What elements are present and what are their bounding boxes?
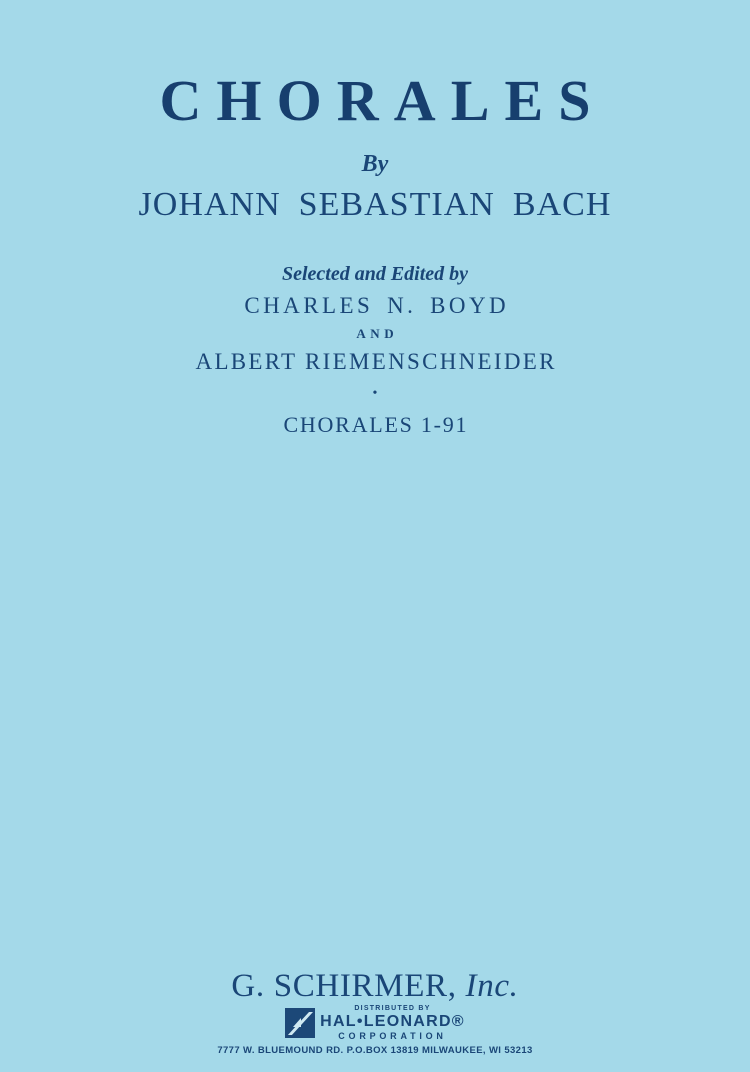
hal-leonard-logo-icon: [285, 1008, 315, 1038]
and-label: AND: [356, 326, 399, 341]
distributor-name: HAL•LEONARD®: [320, 1013, 465, 1031]
editor-name-1: CHARLES N. BOYD: [244, 293, 510, 318]
book-cover: [0, 68, 750, 1072]
publisher-name-main: G. SCHIRMER,: [231, 968, 457, 1004]
publisher-footer: [0, 970, 750, 1056]
by-label: By: [361, 151, 389, 177]
edited-by-label: Selected and Edited by: [281, 263, 469, 285]
publisher-name-suffix: Inc.: [465, 968, 519, 1004]
distributed-by-label: DISTRIBUTED BY: [354, 1005, 431, 1012]
page-title: CHORALES: [159, 68, 606, 133]
distributor-text: [320, 1005, 465, 1042]
editor-name-2: ALBERT RIEMENSCHNEIDER: [195, 349, 557, 374]
publisher-name: [0, 970, 750, 1003]
subtitle: CHORALES 1-91: [283, 412, 469, 437]
publisher-address: 7777 W. BLUEMOUND RD. P.O.BOX 13819 MILWAUKEE, WI 53213: [217, 1044, 533, 1056]
composer-name: JOHANN SEBASTIAN BACH: [138, 186, 612, 223]
distributor-block: [0, 1005, 750, 1042]
distributor-corporation-label: CORPORATION: [338, 1030, 447, 1041]
separator-dot: •: [372, 386, 378, 401]
